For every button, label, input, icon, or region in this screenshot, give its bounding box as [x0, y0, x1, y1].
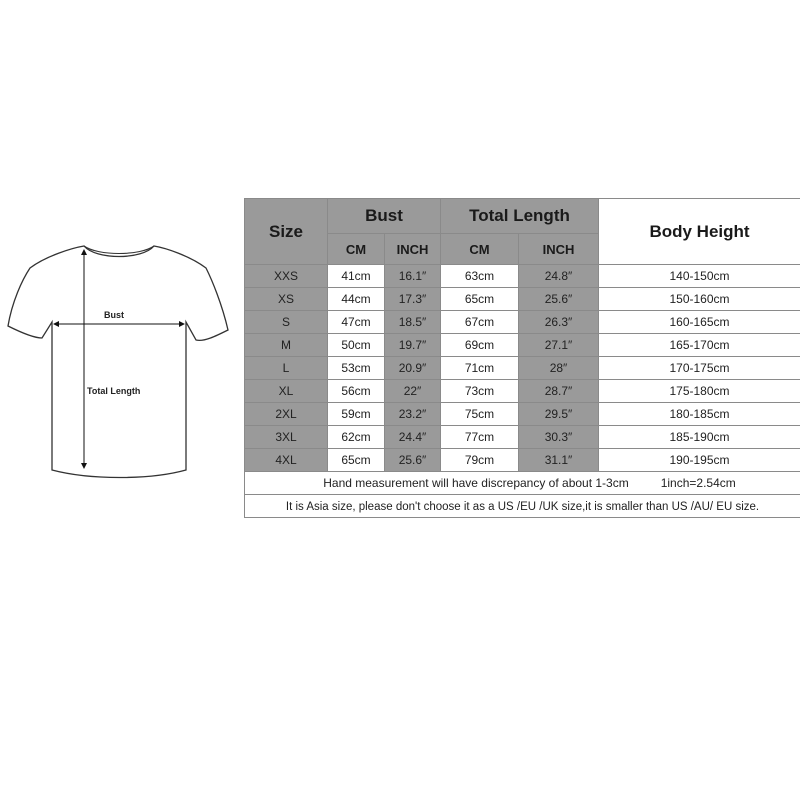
table-row — [245, 449, 800, 472]
cell-bust-cm: 41cm — [328, 265, 385, 288]
header-length-cm: CM — [441, 234, 519, 265]
table-row — [245, 265, 800, 288]
cell-length-inch: 24.8″ — [519, 265, 599, 288]
asia-size-note: It is Asia size, please don't choose it as a US /EU /UK size,it is smaller than US /AU/ EU size. — [285, 501, 760, 513]
discrepancy-note: Hand measurement will have discrepancy of about 1-3cm — [323, 476, 629, 490]
table-row — [245, 288, 800, 311]
cell-bust-inch: 20.9″ — [385, 357, 441, 380]
cell-bust-cm: 44cm — [328, 288, 385, 311]
cell-bust-cm: 50cm — [328, 334, 385, 357]
cell-bust-inch: 17.3″ — [385, 288, 441, 311]
cell-length-cm: 77cm — [441, 426, 519, 449]
table-row — [245, 311, 800, 334]
table-row — [245, 334, 800, 357]
cell-length-cm: 79cm — [441, 449, 519, 472]
cell-bust-inch: 24.4″ — [385, 426, 441, 449]
cell-size: XS — [245, 288, 328, 311]
cell-size: L — [245, 357, 328, 380]
size-chart-table — [244, 198, 800, 518]
cell-bust-inch: 23.2″ — [385, 403, 441, 426]
cell-body-height: 165-170cm — [599, 334, 800, 357]
header-body-height: Body Height — [599, 199, 800, 265]
cell-length-inch: 31.1″ — [519, 449, 599, 472]
tshirt-body — [8, 246, 228, 478]
cell-bust-cm: 62cm — [328, 426, 385, 449]
cell-body-height: 140-150cm — [599, 265, 800, 288]
bust-label: Bust — [104, 310, 124, 320]
tshirt-diagram — [0, 230, 240, 490]
cell-length-inch: 28″ — [519, 357, 599, 380]
cell-size: XXS — [245, 265, 328, 288]
cell-length-cm: 69cm — [441, 334, 519, 357]
cell-length-inch: 29.5″ — [519, 403, 599, 426]
table-row — [245, 403, 800, 426]
header-length-inch: INCH — [519, 234, 599, 265]
note-row-asia — [245, 495, 800, 518]
note-cell-discrepancy — [245, 472, 800, 495]
cell-size: 3XL — [245, 426, 328, 449]
cell-length-cm: 75cm — [441, 403, 519, 426]
cell-size: XL — [245, 380, 328, 403]
cell-length-inch: 25.6″ — [519, 288, 599, 311]
table-row — [245, 426, 800, 449]
cell-bust-cm: 47cm — [328, 311, 385, 334]
cell-bust-cm: 65cm — [328, 449, 385, 472]
cell-length-inch: 30.3″ — [519, 426, 599, 449]
header-bust-cm: CM — [328, 234, 385, 265]
cell-bust-inch: 16.1″ — [385, 265, 441, 288]
cell-bust-cm: 53cm — [328, 357, 385, 380]
cell-bust-inch: 19.7″ — [385, 334, 441, 357]
cell-size: 2XL — [245, 403, 328, 426]
cell-body-height: 190-195cm — [599, 449, 800, 472]
cell-body-height: 150-160cm — [599, 288, 800, 311]
cell-body-height: 175-180cm — [599, 380, 800, 403]
note-cell-asia — [245, 495, 800, 518]
header-bust: Bust — [328, 199, 441, 234]
header-size: Size — [245, 199, 328, 265]
table-row — [245, 380, 800, 403]
header-bust-inch: INCH — [385, 234, 441, 265]
cell-length-cm: 67cm — [441, 311, 519, 334]
cell-length-cm: 65cm — [441, 288, 519, 311]
cell-length-cm: 71cm — [441, 357, 519, 380]
conversion-note: 1inch=2.54cm — [660, 476, 736, 490]
cell-size: S — [245, 311, 328, 334]
cell-length-inch: 26.3″ — [519, 311, 599, 334]
cell-length-cm: 73cm — [441, 380, 519, 403]
cell-body-height: 170-175cm — [599, 357, 800, 380]
cell-body-height: 180-185cm — [599, 403, 800, 426]
header-total-length: Total Length — [441, 199, 599, 234]
table-row — [245, 357, 800, 380]
cell-body-height: 185-190cm — [599, 426, 800, 449]
cell-bust-inch: 25.6″ — [385, 449, 441, 472]
cell-bust-inch: 22″ — [385, 380, 441, 403]
cell-length-inch: 27.1″ — [519, 334, 599, 357]
cell-body-height: 160-165cm — [599, 311, 800, 334]
cell-size: M — [245, 334, 328, 357]
cell-bust-cm: 59cm — [328, 403, 385, 426]
cell-length-inch: 28.7″ — [519, 380, 599, 403]
total-length-label: Total Length — [87, 386, 141, 396]
cell-length-cm: 63cm — [441, 265, 519, 288]
tshirt-outline — [0, 230, 240, 490]
cell-bust-cm: 56cm — [328, 380, 385, 403]
cell-size: 4XL — [245, 449, 328, 472]
note-row-discrepancy — [245, 472, 800, 495]
cell-bust-inch: 18.5″ — [385, 311, 441, 334]
